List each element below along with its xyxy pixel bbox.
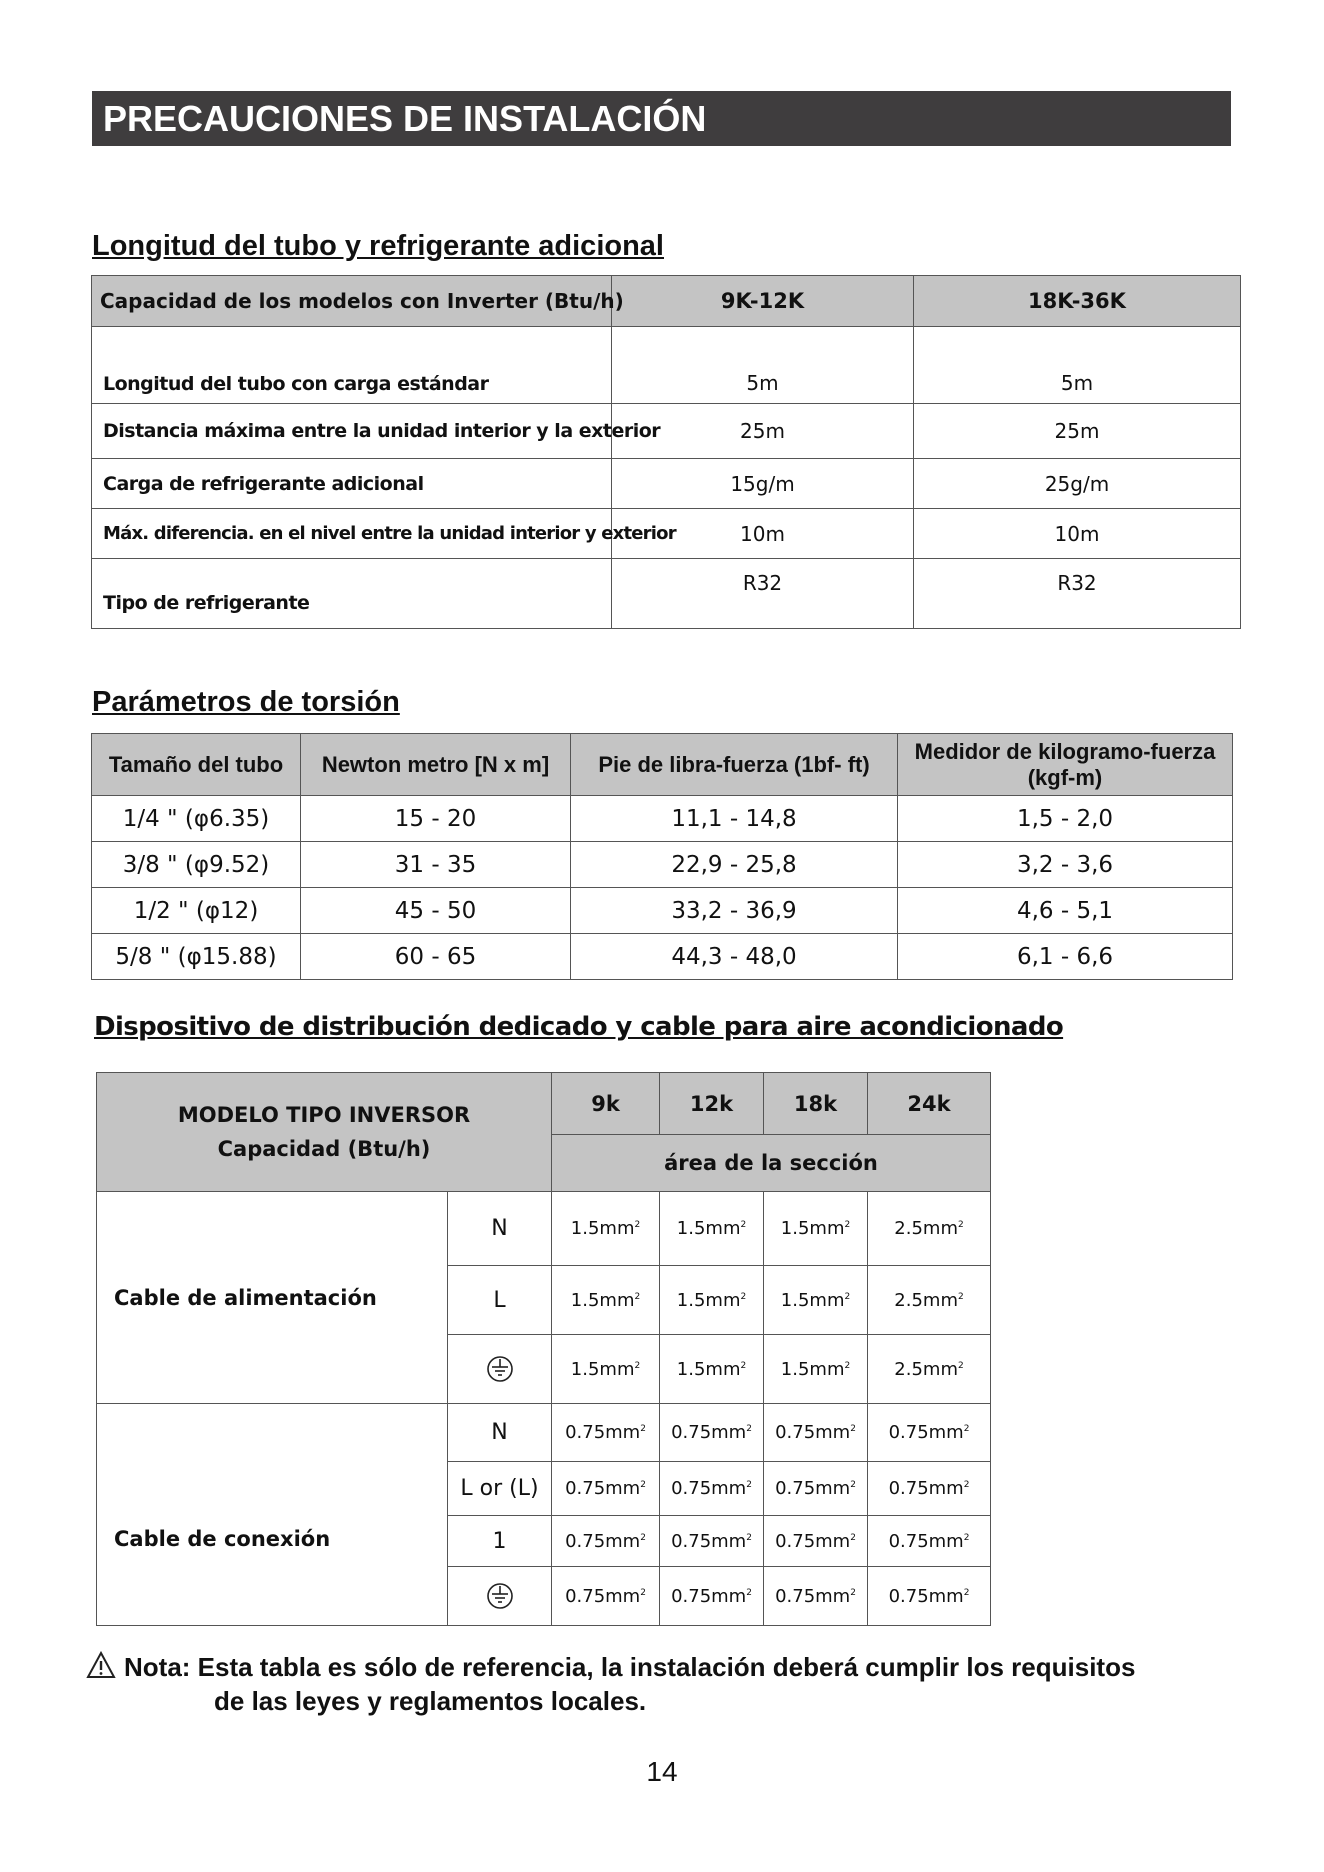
cable-section-title: Dispositivo de distribución dedicado y cable para aire acondicionado xyxy=(94,1012,1064,1042)
section-area-cell xyxy=(552,1404,660,1462)
capacity-header: 24k xyxy=(868,1073,991,1135)
pipe-size-cell: 5/8 " (φ15.88) xyxy=(92,934,301,980)
cell: 25m xyxy=(914,404,1241,459)
cell: 10m xyxy=(612,509,914,559)
pipe-section-title: Longitud del tubo y refrigerante adicional xyxy=(92,230,664,262)
unit-superscript: 2 xyxy=(640,1480,646,1490)
conductor-cell: L xyxy=(448,1266,552,1335)
unit-superscript: 2 xyxy=(963,1587,970,1598)
column-header: Newton metro [N x m] xyxy=(301,734,571,796)
section-area-header: área de la sección xyxy=(552,1135,991,1192)
cell: 4,6 - 5,1 xyxy=(898,888,1233,934)
cell: 25g/m xyxy=(914,459,1241,509)
unit-superscript: 2 xyxy=(746,1480,752,1490)
conductor-cell: N xyxy=(448,1404,552,1462)
cell: 3,2 - 3,6 xyxy=(898,842,1233,888)
section-area-value: 0.75mm xyxy=(775,1585,851,1607)
section-area-cell xyxy=(552,1266,660,1335)
section-area-cell xyxy=(552,1567,660,1626)
section-area-cell xyxy=(868,1404,991,1462)
row-label: Máx. diferencia. en el nivel entre la unidad interior y exterior xyxy=(92,509,612,559)
table-header-row xyxy=(92,734,1233,796)
section-area-cell xyxy=(660,1266,764,1335)
section-area-cell xyxy=(868,1335,991,1404)
column-header: 18K-36K xyxy=(914,276,1241,327)
section-area-value: 0.75mm xyxy=(671,1585,747,1607)
section-area-value: 2.5mm xyxy=(894,1358,958,1380)
unit-superscript: 2 xyxy=(850,1424,856,1434)
connection-cable-label: Cable de conexión xyxy=(97,1404,448,1626)
section-area-value: 0.75mm xyxy=(888,1422,964,1443)
note-line1: Nota: Esta tabla es sólo de referencia, la instalación deberá cumplir los requisitos xyxy=(124,1652,1136,1682)
pipe-size-cell: 1/2 " (φ12) xyxy=(92,888,301,934)
row-label: Carga de refrigerante adicional xyxy=(92,459,612,509)
table-header-row xyxy=(92,276,1241,327)
power-cable-label: Cable de alimentación xyxy=(97,1192,448,1404)
section-area-cell xyxy=(764,1192,868,1266)
section-area-value: 1.5mm xyxy=(570,1218,635,1239)
unit-superscript: 2 xyxy=(844,1220,851,1230)
unit-superscript: 2 xyxy=(958,1220,964,1230)
section-area-value: 1.5mm xyxy=(676,1289,741,1311)
unit-superscript: 2 xyxy=(640,1532,646,1543)
unit-superscript: 2 xyxy=(844,1291,851,1302)
column-header: 9K-12K xyxy=(612,276,914,327)
cell: 5m xyxy=(612,327,914,404)
section-area-cell xyxy=(868,1567,991,1626)
unit-superscript: 2 xyxy=(958,1291,964,1302)
section-area-value: 2.5mm xyxy=(894,1218,958,1239)
section-area-value: 0.75mm xyxy=(565,1530,641,1552)
section-area-cell xyxy=(660,1462,764,1516)
section-area-value: 1.5mm xyxy=(676,1218,741,1239)
pipe-size-cell: 1/4 " (φ6.35) xyxy=(92,796,301,842)
conductor-cell xyxy=(448,1335,552,1404)
unit-superscript: 2 xyxy=(958,1360,964,1371)
cell: R32 xyxy=(612,559,914,629)
section-area-value: 1.5mm xyxy=(676,1358,741,1380)
unit-superscript: 2 xyxy=(844,1360,851,1371)
section-area-cell xyxy=(660,1567,764,1626)
cell: 1,5 - 2,0 xyxy=(898,796,1233,842)
table-row xyxy=(92,404,1241,459)
cell: 15g/m xyxy=(612,459,914,509)
section-area-value: 0.75mm xyxy=(775,1530,851,1552)
column-header: Medidor de kilogramo-fuerza (kgf-m) xyxy=(898,734,1233,796)
unit-superscript: 2 xyxy=(634,1360,641,1371)
table-row xyxy=(92,796,1233,842)
table-row xyxy=(92,934,1233,980)
section-area-cell xyxy=(764,1266,868,1335)
unit-superscript: 2 xyxy=(640,1424,646,1434)
pipe-length-table xyxy=(91,275,1241,629)
torque-section-title: Parámetros de torsión xyxy=(92,686,400,718)
pipe-size-cell: 3/8 " (φ9.52) xyxy=(92,842,301,888)
cell: 11,1 - 14,8 xyxy=(571,796,898,842)
cable-table xyxy=(96,1072,991,1626)
section-area-value: 0.75mm xyxy=(888,1530,964,1552)
model-header-line2: Capacidad (Btu/h) xyxy=(217,1137,431,1161)
unit-superscript: 2 xyxy=(746,1532,752,1543)
unit-superscript: 2 xyxy=(746,1587,752,1598)
section-area-value: 1.5mm xyxy=(780,1289,845,1311)
warning-triangle-icon xyxy=(86,1651,116,1679)
section-area-cell xyxy=(660,1192,764,1266)
section-area-cell xyxy=(660,1404,764,1462)
ground-icon xyxy=(485,1581,515,1611)
conductor-cell xyxy=(448,1567,552,1626)
section-area-value: 0.75mm xyxy=(775,1478,851,1499)
page-number: 14 xyxy=(646,1756,678,1787)
section-area-value: 1.5mm xyxy=(570,1289,635,1311)
unit-superscript: 2 xyxy=(740,1220,747,1230)
row-label: Tipo de refrigerante xyxy=(92,559,612,629)
section-area-cell xyxy=(660,1516,764,1567)
table-row xyxy=(97,1192,991,1266)
cell: 10m xyxy=(914,509,1241,559)
cell: 44,3 - 48,0 xyxy=(571,934,898,980)
section-area-cell xyxy=(764,1404,868,1462)
section-area-cell xyxy=(552,1335,660,1404)
table-row xyxy=(92,459,1241,509)
conductor-cell: 1 xyxy=(448,1516,552,1567)
section-area-value: 1.5mm xyxy=(570,1358,635,1380)
table-header-row xyxy=(97,1073,991,1135)
section-area-cell xyxy=(868,1266,991,1335)
unit-superscript: 2 xyxy=(740,1360,747,1371)
table-row xyxy=(97,1404,991,1462)
model-header-line1: MODELO TIPO INVERSOR xyxy=(177,1103,471,1127)
cell: 45 - 50 xyxy=(301,888,571,934)
section-area-value: 0.75mm xyxy=(565,1478,641,1499)
unit-superscript: 2 xyxy=(634,1291,641,1302)
section-area-value: 1.5mm xyxy=(780,1358,845,1380)
conductor-cell: L or (L) xyxy=(448,1462,552,1516)
section-area-value: 0.75mm xyxy=(565,1585,641,1607)
cell: 33,2 - 36,9 xyxy=(571,888,898,934)
unit-superscript: 2 xyxy=(740,1291,747,1302)
section-area-value: 0.75mm xyxy=(888,1478,964,1499)
note xyxy=(86,1650,1246,1718)
section-area-cell xyxy=(660,1335,764,1404)
section-area-value: 0.75mm xyxy=(671,1422,747,1443)
table-row xyxy=(92,327,1241,404)
column-header: Tamaño del tubo xyxy=(92,734,301,796)
section-area-value: 0.75mm xyxy=(888,1585,964,1607)
unit-superscript: 2 xyxy=(850,1480,856,1490)
section-area-value: 0.75mm xyxy=(775,1422,851,1443)
section-area-cell xyxy=(764,1335,868,1404)
row-label: Distancia máxima entre la unidad interior y la exterior xyxy=(92,404,612,459)
cell: 60 - 65 xyxy=(301,934,571,980)
page-title: PRECAUCIONES DE INSTALACIÓN xyxy=(92,91,1231,146)
section-area-value: 0.75mm xyxy=(565,1422,641,1443)
capacity-header: 9k xyxy=(552,1073,660,1135)
torque-table xyxy=(91,733,1233,980)
unit-superscript: 2 xyxy=(640,1587,646,1598)
cell: 6,1 - 6,6 xyxy=(898,934,1233,980)
section-area-cell xyxy=(868,1192,991,1266)
unit-superscript: 2 xyxy=(850,1587,856,1598)
section-area-cell xyxy=(764,1462,868,1516)
section-area-cell xyxy=(552,1516,660,1567)
section-area-value: 2.5mm xyxy=(894,1289,958,1311)
section-area-cell xyxy=(868,1516,991,1567)
section-area-cell xyxy=(552,1462,660,1516)
section-area-cell xyxy=(764,1516,868,1567)
column-header: Pie de libra-fuerza (1bf- ft) xyxy=(571,734,898,796)
cell: 5m xyxy=(914,327,1241,404)
unit-superscript: 2 xyxy=(634,1220,641,1230)
capacity-header: 12k xyxy=(660,1073,764,1135)
column-header: Capacidad de los modelos con Inverter (Btu/h) xyxy=(92,276,612,327)
cell: R32 xyxy=(914,559,1241,629)
cell: 22,9 - 25,8 xyxy=(571,842,898,888)
unit-superscript: 2 xyxy=(963,1480,970,1490)
table-row xyxy=(92,509,1241,559)
cell: 15 - 20 xyxy=(301,796,571,842)
section-area-value: 0.75mm xyxy=(671,1530,747,1552)
cell: 31 - 35 xyxy=(301,842,571,888)
note-line1-container xyxy=(86,1650,1246,1684)
unit-superscript: 2 xyxy=(963,1532,970,1543)
table-row xyxy=(92,559,1241,629)
section-area-cell xyxy=(868,1462,991,1516)
section-area-value: 0.75mm xyxy=(671,1478,747,1499)
ground-icon xyxy=(485,1354,515,1384)
unit-superscript: 2 xyxy=(850,1532,856,1543)
capacity-header: 18k xyxy=(764,1073,868,1135)
model-header xyxy=(97,1073,552,1192)
cell: 25m xyxy=(612,404,914,459)
unit-superscript: 2 xyxy=(963,1424,970,1434)
note-line2: de las leyes y reglamentos locales. xyxy=(214,1686,647,1716)
section-area-cell xyxy=(552,1192,660,1266)
table-row xyxy=(92,842,1233,888)
conductor-cell: N xyxy=(448,1192,552,1266)
section-area-value: 1.5mm xyxy=(780,1218,845,1239)
unit-superscript: 2 xyxy=(746,1424,752,1434)
row-label: Longitud del tubo con carga estándar xyxy=(92,327,612,404)
section-area-cell xyxy=(764,1567,868,1626)
table-row xyxy=(92,888,1233,934)
